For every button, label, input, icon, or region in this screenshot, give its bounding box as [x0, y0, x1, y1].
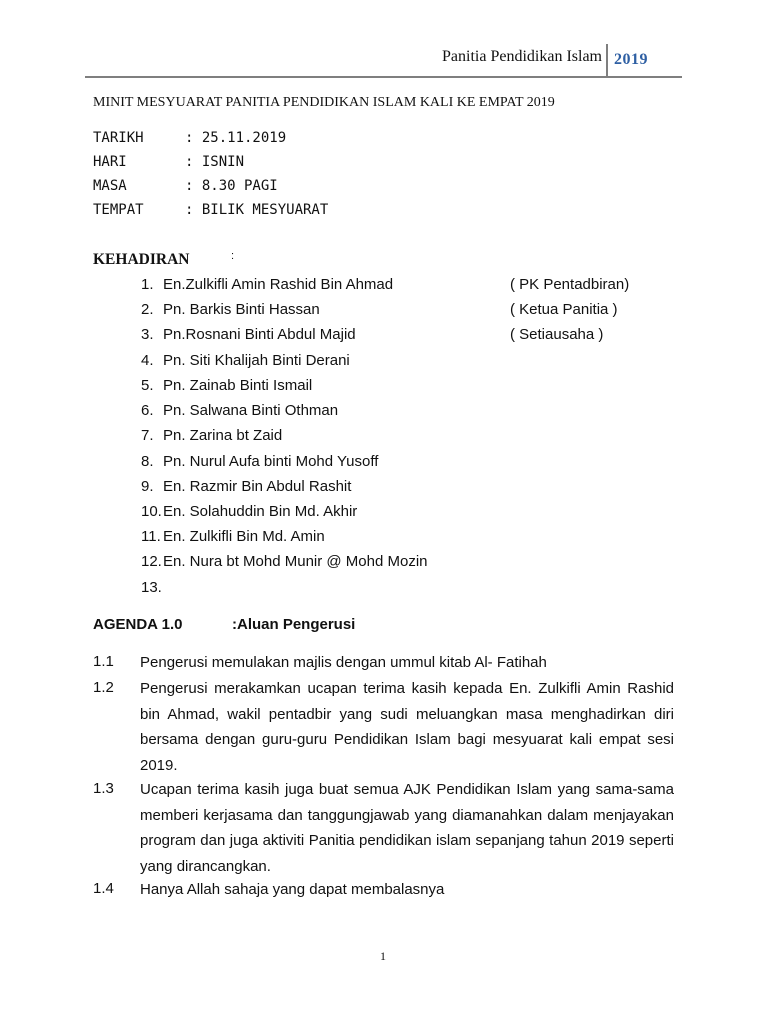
attendee-role: ( Setiausaha ): [510, 326, 604, 343]
meta-value: : BILIK MESYUARAT: [185, 202, 329, 218]
attendee-role: ( Ketua Panitia ): [510, 301, 618, 318]
attendee-name: En. Nura bt Mohd Munir @ Mohd Mozin: [163, 553, 428, 570]
item-number: 1.4: [93, 880, 114, 897]
attendee-name: Pn. Siti Khalijah Binti Derani: [163, 352, 350, 369]
attendee-row: [141, 427, 282, 444]
item-text: Pengerusi memulakan majlis dengan ummul kitab Al- Fatihah: [140, 654, 547, 671]
agenda-title: :Aluan Pengerusi: [232, 616, 356, 633]
attendee-number: 12.: [141, 553, 162, 570]
item-number: 1.1: [93, 653, 114, 670]
attendee-name: Pn. Barkis Binti Hassan: [163, 301, 320, 318]
header-divider: [606, 44, 608, 78]
attendee-number: 11.: [141, 528, 161, 545]
attendee-role: ( PK Pentadbiran): [510, 276, 630, 293]
attendee-number: 9.: [141, 478, 154, 495]
attendee-number: 5.: [141, 377, 154, 394]
attendee-number: 8.: [141, 453, 154, 470]
attendee-number: 7.: [141, 427, 154, 444]
attendee-row: [141, 553, 428, 570]
attendee-number: 13.: [141, 579, 162, 596]
kehadiran-colon: :: [231, 250, 235, 262]
attendee-name: Pn. Zainab Binti Ismail: [163, 377, 313, 394]
attendee-row: [141, 352, 350, 369]
attendee-row: [141, 377, 312, 394]
meta-value: : 25.11.2019: [185, 130, 287, 146]
attendee-row: [141, 528, 325, 545]
attendee-name: En. Zulkifli Bin Md. Amin: [163, 528, 325, 545]
attendee-number: 10.: [141, 503, 162, 520]
item-text: Pengerusi merakamkan ucapan terima kasih kepada En. Zulkifli Amin Rashid bin Ahmad, wakil pentadbir yang sudi meluangkan masa menghadirkan diri bersama dengan guru-guru Pendidikan Islam bagi mesyuarat kali empat sesi 2019.: [140, 680, 674, 774]
attendee-row: [141, 478, 351, 495]
attendee-name: En. Razmir Bin Abdul Rashit: [163, 478, 352, 495]
header-title: Panitia Pendidikan Islam: [442, 48, 602, 65]
page-number: 1: [380, 949, 386, 963]
item-text: Ucapan terima kasih juga buat semua AJK Pendidikan Islam yang sama-sama memberi kerjasama dan tanggungjawab yang diamanahkan dalam menjayakan program dan juga aktiviti Panitia pendidikan islam sepanjang tahun 2019 seperti yang dirancangkan.: [140, 781, 674, 875]
attendee-row: [141, 301, 320, 318]
meta-value: : 8.30 PAGI: [185, 178, 278, 194]
attendee-row: [141, 276, 393, 293]
meta-label: TARIKH: [93, 130, 144, 146]
attendee-name: Pn. Salwana Binti Othman: [163, 402, 339, 419]
attendee-name: Pn. Zarina bt Zaid: [163, 427, 283, 444]
attendee-number: 3.: [141, 326, 154, 343]
attendee-name: En. Solahuddin Bin Md. Akhir: [163, 503, 358, 520]
header-rule: [85, 76, 682, 78]
item-text: Hanya Allah sahaja yang dapat membalasnya: [140, 881, 445, 898]
item-number: 1.3: [93, 780, 114, 797]
meta-value: : ISNIN: [185, 154, 245, 170]
attendee-row: [141, 453, 378, 470]
attendee-row: [141, 326, 356, 343]
attendee-row: [141, 402, 338, 419]
attendee-name: Pn.Rosnani Binti Abdul Majid: [163, 326, 356, 343]
attendee-number: 1.: [141, 276, 154, 293]
kehadiran-heading: KEHADIRAN: [93, 251, 190, 268]
agenda-label: AGENDA 1.0: [93, 616, 183, 633]
item-number: 1.2: [93, 679, 114, 696]
meta-label: TEMPAT: [93, 202, 144, 218]
attendee-row: [141, 579, 163, 596]
attendee-number: 2.: [141, 301, 154, 318]
attendee-name: En.Zulkifli Amin Rashid Bin Ahmad: [163, 276, 394, 293]
meta-label: MASA: [93, 178, 127, 194]
attendee-number: 6.: [141, 402, 154, 419]
document-title: MINIT MESYUARAT PANITIA PENDIDIKAN ISLAM KALI KE EMPAT 2019: [93, 95, 555, 110]
attendee-row: [141, 503, 357, 520]
attendee-number: 4.: [141, 352, 154, 369]
header-year: 2019: [614, 51, 648, 68]
meta-label: HARI: [93, 154, 127, 170]
attendee-name: Pn. Nurul Aufa binti Mohd Yusoff: [163, 453, 379, 470]
